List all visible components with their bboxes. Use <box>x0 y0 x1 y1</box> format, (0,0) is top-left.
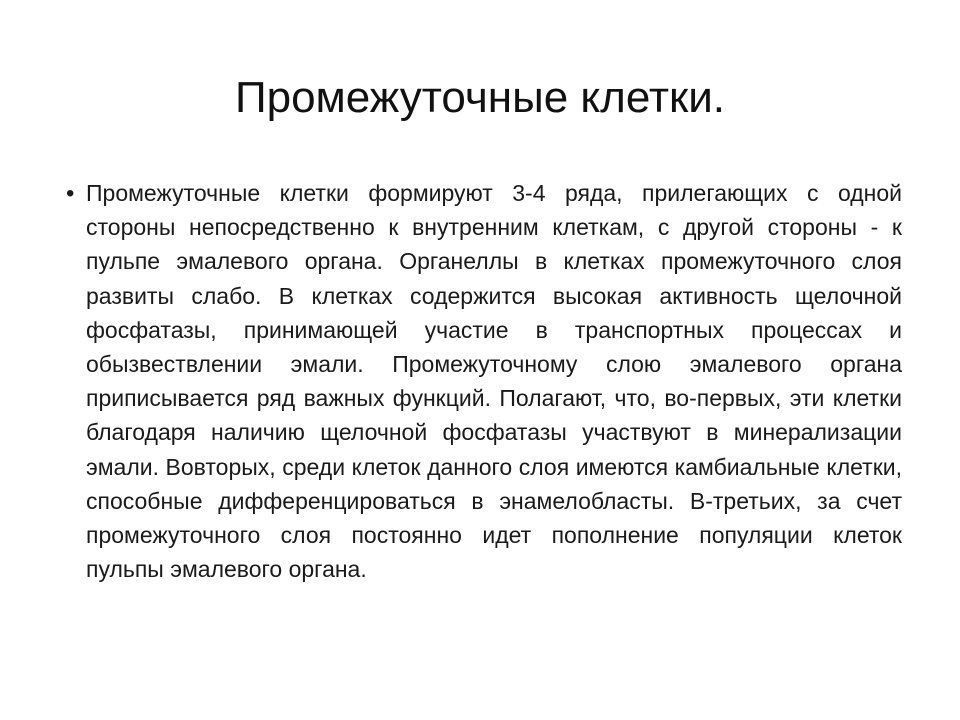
slide-title: Промежуточные клетки. <box>234 73 726 122</box>
bullet-text: Промежуточные клетки формируют 3-4 ряда, прилегающих с одной стороны непосредственно к внутренним клеткам, с другой стороны - к пульпе эмалевого органа. Органеллы в клетках промежуточного слоя развиты слабо. В клетках содержится высокая активность щелочной фосфатазы, принимающей участие в транспортных процессах и обызвествлении эмали. Промежуточному слою эмалевого органа приписывается ряд важных функций. Полагают, что, во-первых, эти клетки благодаря наличию щелочной фосфатазы участвуют в минерализации эмали. Вовторых, среди клеток данного слоя имеются камбиальные клетки, способные дифференцироваться в энамелобласты. В-третьих, за счет промежуточного слоя постоянно идет пополнение популяции клеток пульпы эмалевого органа. <box>86 180 902 583</box>
bullet-marker: • <box>66 180 75 207</box>
bullet-list <box>66 176 902 586</box>
bullet-item <box>66 176 902 586</box>
